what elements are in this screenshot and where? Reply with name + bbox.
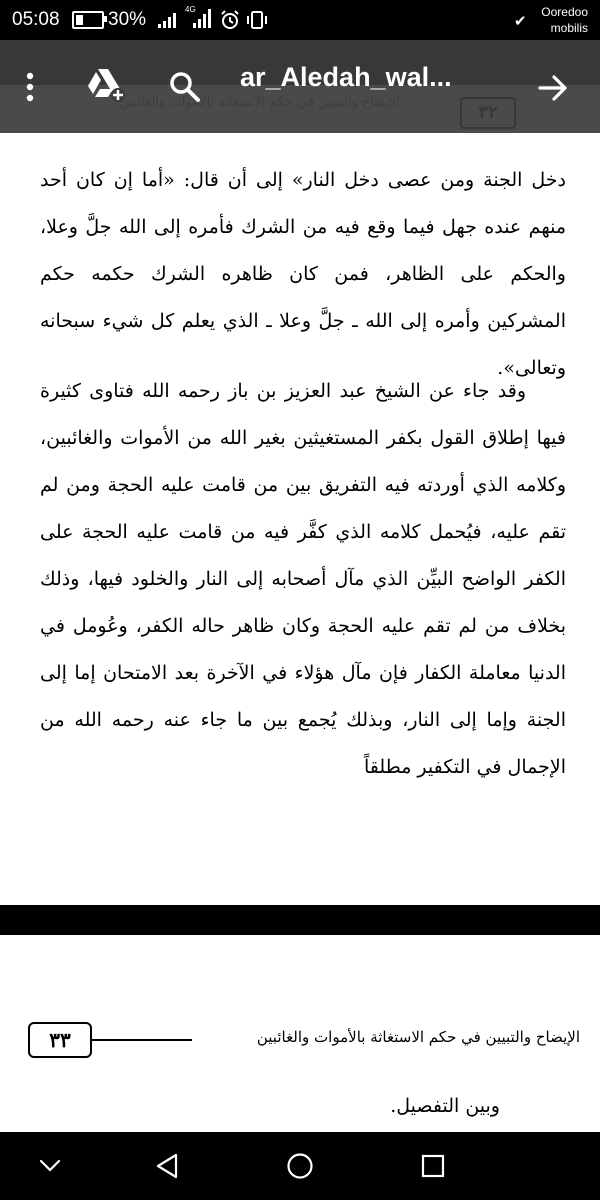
search-icon[interactable] (168, 70, 202, 104)
page-gap (0, 905, 600, 935)
network-type-label: 4G (185, 5, 196, 14)
collapse-chevron-icon[interactable] (38, 1158, 62, 1174)
document-page-33 (0, 935, 600, 1132)
alarm-icon (220, 10, 240, 30)
add-to-drive-icon[interactable] (86, 67, 126, 103)
more-vert-icon[interactable] (26, 72, 34, 102)
viewer-toolbar (0, 40, 600, 133)
page-2-text: وبين التفصيل. (390, 1095, 500, 1117)
page-number-box: ٣٣ (28, 1022, 92, 1058)
paragraph-1: دخل الجنة ومن عصى دخل النار» إلى أن قال: «أما إن كان أحد منهم عنده جهل فيما وقع فيه من الشرك فأمره إلى الله جلَّ وعلا، والحكم على الظاهر، فمن كان ظاهره الشرك حكمه حكم المشركين وأمره إلى الله ـ جلَّ وعلا ـ الذي يعلم كل شيء سبحانه وتعالى». (40, 169, 566, 379)
signal-strength-icon-2 (185, 5, 211, 28)
check-icon: ✔ (514, 13, 527, 30)
paragraph-2: وقد جاء عن الشيخ عبد العزيز بن باز رحمه الله فتاوى كثيرة فيها إطلاق القول بكفر المستغيثين بغير الله من الأموات والغائبين، وكلامه الذي أوردته فيه التفريق بين من قامت عليه الحجة ومن لم تقم عليه، فيُحمل كلامه الذي كفَّر فيه من قامت عليه الحجة على الكفر الواضح البيِّن الذي مآل أصحابه إلى النار والخلود فيها، وذلك بخلاف من لم تقم عليه الحجة وكان ظاهر حاله الكفر، وعُومل في الدنيا معاملة الكفار فإن مآل هؤلاء في الآخرة بعد الامتحان إما إلى الجنة وإما إلى النار، وبذلك يُجمع بين ما جاء عنه رحمه الله من الإجمال في التكفير مطلقاً (40, 380, 566, 778)
operator-line-1: Ooredoo (541, 5, 588, 19)
battery-percent: 30% (108, 9, 147, 30)
page-header (20, 1020, 580, 1060)
battery-level-fill (76, 15, 83, 25)
running-header: الإيضاح والتبيين في حكم الاستغاثة بالأموات والغائبين (256, 1028, 580, 1046)
document-title: ar_Aledah_wal... (240, 62, 452, 92)
signal-strength-icon (158, 12, 178, 28)
status-time: 05:08 (12, 9, 60, 30)
battery-icon (72, 11, 104, 29)
system-nav-bar (0, 1132, 600, 1200)
vibrate-icon (246, 10, 268, 30)
header-divider (92, 1039, 192, 1041)
document-page-32 (0, 85, 600, 905)
operator-line-2: mobilis (550, 21, 588, 35)
recents-square-icon[interactable] (421, 1154, 445, 1178)
status-bar (0, 0, 600, 40)
home-circle-icon[interactable] (286, 1152, 314, 1180)
forward-arrow-icon[interactable] (538, 74, 568, 102)
operator-name (541, 4, 588, 36)
back-triangle-icon[interactable] (154, 1152, 180, 1180)
